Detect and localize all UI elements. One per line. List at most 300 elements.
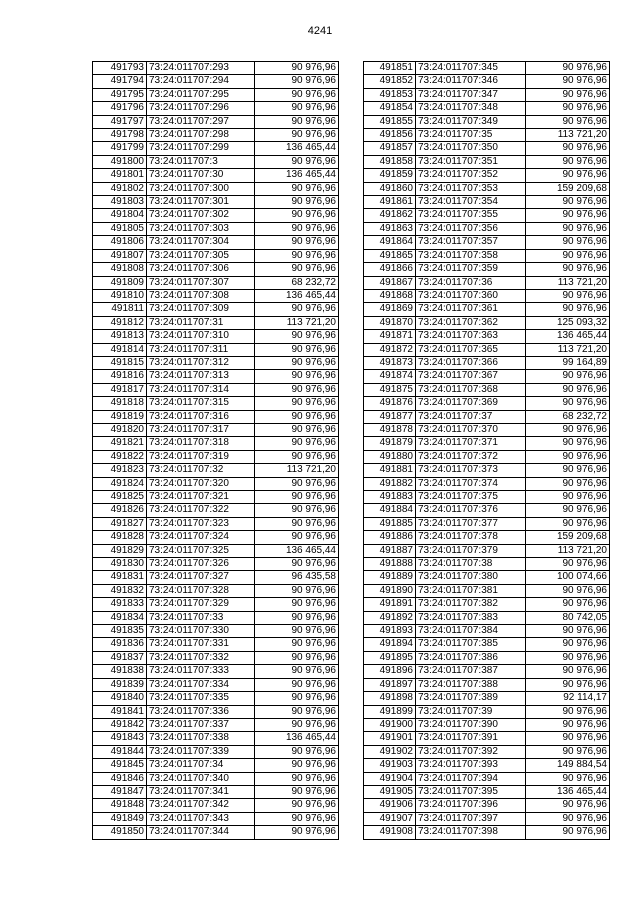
cadastral-value: 90 976,96 (526, 625, 610, 638)
cadastral-number: 73:24:011707:373 (416, 464, 526, 477)
row-number: 491892 (364, 611, 416, 624)
row-number: 491861 (364, 196, 416, 209)
cadastral-value: 90 976,96 (526, 491, 610, 504)
cadastral-number: 73:24:011707:315 (147, 397, 255, 410)
row-number: 491875 (364, 383, 416, 396)
cadastral-number: 73:24:011707:355 (416, 209, 526, 222)
cadastral-value: 90 976,96 (526, 222, 610, 235)
cadastral-number: 73:24:011707:300 (147, 182, 255, 195)
cadastral-value: 90 976,96 (255, 236, 339, 249)
table-row (364, 544, 610, 557)
cadastral-value: 125 093,32 (526, 316, 610, 329)
cadastral-value: 90 976,96 (255, 88, 339, 101)
cadastral-number: 73:24:011707:328 (147, 584, 255, 597)
row-number: 491895 (364, 651, 416, 664)
row-number: 491902 (364, 745, 416, 758)
row-number: 491840 (93, 692, 147, 705)
row-number: 491796 (93, 102, 147, 115)
cadastral-number: 73:24:011707:318 (147, 437, 255, 450)
row-number: 491903 (364, 759, 416, 772)
row-number: 491849 (93, 812, 147, 825)
row-number: 491800 (93, 155, 147, 168)
row-number: 491867 (364, 276, 416, 289)
row-number: 491829 (93, 544, 147, 557)
row-number: 491815 (93, 356, 147, 369)
row-number: 491804 (93, 209, 147, 222)
table-row (93, 450, 339, 463)
cadastral-value: 149 884,54 (526, 759, 610, 772)
cadastral-number: 73:24:011707:340 (147, 772, 255, 785)
cadastral-value: 90 976,96 (526, 826, 610, 839)
row-number: 491873 (364, 356, 416, 369)
cadastral-value: 136 465,44 (255, 289, 339, 302)
cadastral-value: 90 976,96 (526, 289, 610, 302)
cadastral-number: 73:24:011707:376 (416, 504, 526, 517)
cadastral-value: 90 976,96 (526, 263, 610, 276)
cadastral-number: 73:24:011707:353 (416, 182, 526, 195)
table-row (364, 504, 610, 517)
cadastral-value: 90 976,96 (255, 182, 339, 195)
row-number: 491831 (93, 571, 147, 584)
row-number: 491880 (364, 450, 416, 463)
table-row (364, 383, 610, 396)
cadastral-value: 90 976,96 (526, 718, 610, 731)
cadastral-number: 73:24:011707:312 (147, 356, 255, 369)
cadastral-number: 73:24:011707:293 (147, 62, 255, 75)
cadastral-value: 90 976,96 (526, 169, 610, 182)
cadastral-number: 73:24:011707:33 (147, 611, 255, 624)
cadastral-number: 73:24:011707:309 (147, 303, 255, 316)
cadastral-number: 73:24:011707:38 (416, 558, 526, 571)
table-row (364, 209, 610, 222)
row-number: 491907 (364, 812, 416, 825)
table-row (364, 155, 610, 168)
table-row (364, 705, 610, 718)
row-number: 491818 (93, 397, 147, 410)
cadastral-value: 90 976,96 (255, 759, 339, 772)
cadastral-number: 73:24:011707:368 (416, 383, 526, 396)
cadastral-value: 90 976,96 (255, 115, 339, 128)
cadastral-value: 90 976,96 (526, 142, 610, 155)
row-number: 491852 (364, 75, 416, 88)
row-number: 491862 (364, 209, 416, 222)
cadastral-value: 136 465,44 (255, 544, 339, 557)
cadastral-value: 90 976,96 (255, 263, 339, 276)
row-number: 491856 (364, 129, 416, 142)
cadastral-value: 90 976,96 (526, 705, 610, 718)
cadastral-number: 73:24:011707:389 (416, 692, 526, 705)
cadastral-number: 73:24:011707:341 (147, 785, 255, 798)
row-number: 491899 (364, 705, 416, 718)
cadastral-number: 73:24:011707:316 (147, 410, 255, 423)
cadastral-value: 113 721,20 (526, 544, 610, 557)
row-number: 491807 (93, 249, 147, 262)
cadastral-value: 136 465,44 (255, 142, 339, 155)
row-number: 491874 (364, 370, 416, 383)
table-row (93, 718, 339, 731)
row-number: 491808 (93, 263, 147, 276)
cadastral-number: 73:24:011707:387 (416, 665, 526, 678)
row-number: 491810 (93, 289, 147, 302)
table-row (364, 665, 610, 678)
row-number: 491799 (93, 142, 147, 155)
cadastral-value: 90 976,96 (255, 718, 339, 731)
cadastral-number: 73:24:011707:363 (416, 330, 526, 343)
row-number: 491795 (93, 88, 147, 101)
cadastral-number: 73:24:011707:344 (147, 826, 255, 839)
cadastral-number: 73:24:011707:298 (147, 129, 255, 142)
table-row (364, 598, 610, 611)
table-row (93, 129, 339, 142)
table-row (93, 88, 339, 101)
row-number: 491838 (93, 665, 147, 678)
cadastral-number: 73:24:011707:308 (147, 289, 255, 302)
table-row (93, 115, 339, 128)
cadastral-number: 73:24:011707:357 (416, 236, 526, 249)
table-row (93, 625, 339, 638)
row-number: 491832 (93, 584, 147, 597)
cadastral-number: 73:24:011707:34 (147, 759, 255, 772)
cadastral-number: 73:24:011707:342 (147, 799, 255, 812)
table-row (93, 665, 339, 678)
cadastral-number: 73:24:011707:326 (147, 558, 255, 571)
row-number: 491904 (364, 772, 416, 785)
cadastral-value: 136 465,44 (255, 169, 339, 182)
table-row (364, 222, 610, 235)
cadastral-value: 90 976,96 (526, 598, 610, 611)
table-row (93, 316, 339, 329)
cadastral-number: 73:24:011707:381 (416, 584, 526, 597)
table-row (364, 289, 610, 302)
table-row (93, 370, 339, 383)
table-row (364, 491, 610, 504)
row-number: 491870 (364, 316, 416, 329)
row-number: 491851 (364, 62, 416, 75)
table-row (364, 330, 610, 343)
table-row (93, 772, 339, 785)
cadastral-value: 90 976,96 (255, 678, 339, 691)
table-row (93, 705, 339, 718)
table-row (364, 236, 610, 249)
cadastral-number: 73:24:011707:388 (416, 678, 526, 691)
table-row (364, 692, 610, 705)
row-number: 491825 (93, 491, 147, 504)
table-row (93, 182, 339, 195)
row-number: 491841 (93, 705, 147, 718)
cadastral-number: 73:24:011707:37 (416, 410, 526, 423)
table-row (364, 169, 610, 182)
row-number: 491850 (93, 826, 147, 839)
table-row (364, 182, 610, 195)
table-row (93, 504, 339, 517)
table-row (93, 678, 339, 691)
row-number: 491900 (364, 718, 416, 731)
table-row (364, 316, 610, 329)
table-row (364, 785, 610, 798)
cadastral-number: 73:24:011707:311 (147, 343, 255, 356)
row-number: 491845 (93, 759, 147, 772)
cadastral-value: 90 976,96 (255, 75, 339, 88)
cadastral-number: 73:24:011707:378 (416, 531, 526, 544)
cadastral-number: 73:24:011707:329 (147, 598, 255, 611)
row-number: 491802 (93, 182, 147, 195)
cadastral-value: 90 976,96 (255, 196, 339, 209)
cadastral-number: 73:24:011707:393 (416, 759, 526, 772)
cadastral-number: 73:24:011707:385 (416, 638, 526, 651)
table-row (93, 236, 339, 249)
cadastral-number: 73:24:011707:375 (416, 491, 526, 504)
row-number: 491908 (364, 826, 416, 839)
cadastral-value: 90 976,96 (255, 249, 339, 262)
cadastral-number: 73:24:011707:379 (416, 544, 526, 557)
table-row (364, 745, 610, 758)
table-row (93, 330, 339, 343)
cadastral-value: 90 976,96 (526, 397, 610, 410)
row-number: 491897 (364, 678, 416, 691)
row-number: 491834 (93, 611, 147, 624)
cadastral-value: 90 976,96 (526, 558, 610, 571)
row-number: 491828 (93, 531, 147, 544)
row-number: 491842 (93, 718, 147, 731)
table-row (93, 102, 339, 115)
cadastral-number: 73:24:011707:372 (416, 450, 526, 463)
table-row (93, 222, 339, 235)
cadastral-number: 73:24:011707:39 (416, 705, 526, 718)
cadastral-value: 90 976,96 (526, 732, 610, 745)
row-number: 491811 (93, 303, 147, 316)
cadastral-number: 73:24:011707:296 (147, 102, 255, 115)
table-row (364, 625, 610, 638)
cadastral-number: 73:24:011707:306 (147, 263, 255, 276)
table-row (93, 142, 339, 155)
cadastral-value: 90 976,96 (255, 812, 339, 825)
cadastral-number: 73:24:011707:350 (416, 142, 526, 155)
row-number: 491887 (364, 544, 416, 557)
cadastral-number: 73:24:011707:398 (416, 826, 526, 839)
table-row (364, 129, 610, 142)
row-number: 491881 (364, 464, 416, 477)
table-row (93, 517, 339, 530)
table-row (93, 571, 339, 584)
row-number: 491844 (93, 745, 147, 758)
cadastral-number: 73:24:011707:374 (416, 477, 526, 490)
cadastral-value: 90 976,96 (526, 799, 610, 812)
cadastral-value: 90 976,96 (255, 531, 339, 544)
cadastral-number: 73:24:011707:322 (147, 504, 255, 517)
cadastral-number: 73:24:011707:303 (147, 222, 255, 235)
row-number: 491901 (364, 732, 416, 745)
cadastral-value: 90 976,96 (255, 598, 339, 611)
row-number: 491793 (93, 62, 147, 75)
cadastral-number: 73:24:011707:313 (147, 370, 255, 383)
table-row (93, 584, 339, 597)
cadastral-number: 73:24:011707:394 (416, 772, 526, 785)
cadastral-value: 159 209,68 (526, 531, 610, 544)
table-row (364, 772, 610, 785)
row-number: 491816 (93, 370, 147, 383)
row-number: 491863 (364, 222, 416, 235)
table-row (93, 745, 339, 758)
table-row (364, 531, 610, 544)
row-number: 491891 (364, 598, 416, 611)
cadastral-value: 90 976,96 (255, 504, 339, 517)
table-row (364, 343, 610, 356)
cadastral-value: 80 742,05 (526, 611, 610, 624)
cadastral-number: 73:24:011707:346 (416, 75, 526, 88)
row-number: 491855 (364, 115, 416, 128)
cadastral-value: 113 721,20 (255, 464, 339, 477)
table-row (93, 410, 339, 423)
row-number: 491896 (364, 665, 416, 678)
table-row (364, 477, 610, 490)
table-row (93, 155, 339, 168)
cadastral-number: 73:24:011707:391 (416, 732, 526, 745)
table-row (364, 812, 610, 825)
table-row (93, 598, 339, 611)
row-number: 491898 (364, 692, 416, 705)
cadastral-number: 73:24:011707:343 (147, 812, 255, 825)
cadastral-number: 73:24:011707:319 (147, 450, 255, 463)
cadastral-value: 90 976,96 (526, 812, 610, 825)
cadastral-number: 73:24:011707:377 (416, 517, 526, 530)
table-row (93, 732, 339, 745)
cadastral-number: 73:24:011707:295 (147, 88, 255, 101)
cadastral-value: 90 976,96 (255, 638, 339, 651)
cadastral-number: 73:24:011707:339 (147, 745, 255, 758)
table-row (364, 638, 610, 651)
table-row (93, 464, 339, 477)
cadastral-value: 90 976,96 (255, 517, 339, 530)
table-body-right (364, 62, 610, 840)
row-number: 491847 (93, 785, 147, 798)
row-number: 491868 (364, 289, 416, 302)
table-row (93, 638, 339, 651)
table-row (364, 276, 610, 289)
row-number: 491798 (93, 129, 147, 142)
cadastral-value: 90 976,96 (526, 678, 610, 691)
cadastral-number: 73:24:011707:320 (147, 477, 255, 490)
cadastral-number: 73:24:011707:36 (416, 276, 526, 289)
cadastral-number: 73:24:011707:359 (416, 263, 526, 276)
row-number: 491822 (93, 450, 147, 463)
table-row (364, 397, 610, 410)
table-row (364, 732, 610, 745)
cadastral-value: 90 976,96 (526, 102, 610, 115)
cadastral-number: 73:24:011707:371 (416, 437, 526, 450)
cadastral-value: 90 976,96 (255, 826, 339, 839)
row-number: 491826 (93, 504, 147, 517)
row-number: 491888 (364, 558, 416, 571)
cadastral-value: 90 976,96 (255, 397, 339, 410)
cadastral-number: 73:24:011707:336 (147, 705, 255, 718)
cadastral-value: 90 976,96 (526, 383, 610, 396)
row-number: 491885 (364, 517, 416, 530)
cadastral-value: 90 976,96 (255, 343, 339, 356)
cadastral-value: 90 976,96 (255, 102, 339, 115)
row-number: 491843 (93, 732, 147, 745)
cadastral-number: 73:24:011707:362 (416, 316, 526, 329)
table-row (364, 303, 610, 316)
cadastral-number: 73:24:011707:294 (147, 75, 255, 88)
cadastral-value: 90 976,96 (255, 303, 339, 316)
cadastral-value: 68 232,72 (255, 276, 339, 289)
cadastral-value: 90 976,96 (255, 477, 339, 490)
cadastral-value: 113 721,20 (526, 129, 610, 142)
cadastral-value: 90 976,96 (526, 464, 610, 477)
cadastral-number: 73:24:011707:31 (147, 316, 255, 329)
cadastral-value: 90 976,96 (255, 330, 339, 343)
cadastral-value: 90 976,96 (526, 665, 610, 678)
row-number: 491819 (93, 410, 147, 423)
row-number: 491905 (364, 785, 416, 798)
cadastral-value: 90 976,96 (526, 517, 610, 530)
row-number: 491805 (93, 222, 147, 235)
table-row (93, 491, 339, 504)
row-number: 491794 (93, 75, 147, 88)
row-number: 491877 (364, 410, 416, 423)
row-number: 491833 (93, 598, 147, 611)
cadastral-value: 90 976,96 (526, 303, 610, 316)
table-row (364, 464, 610, 477)
table-row (93, 196, 339, 209)
cadastral-value: 90 976,96 (255, 611, 339, 624)
cadastral-number: 73:24:011707:297 (147, 115, 255, 128)
cadastral-number: 73:24:011707:367 (416, 370, 526, 383)
row-number: 491803 (93, 196, 147, 209)
cadastral-value: 90 976,96 (526, 115, 610, 128)
table-row (364, 249, 610, 262)
table-row (93, 397, 339, 410)
cadastral-value: 90 976,96 (526, 584, 610, 597)
row-number: 491866 (364, 263, 416, 276)
cadastral-value: 90 976,96 (526, 772, 610, 785)
cadastral-value: 90 976,96 (255, 785, 339, 798)
cadastral-value: 90 976,96 (255, 491, 339, 504)
cadastral-value: 90 976,96 (526, 504, 610, 517)
cadastral-number: 73:24:011707:35 (416, 129, 526, 142)
cadastral-number: 73:24:011707:354 (416, 196, 526, 209)
row-number: 491879 (364, 437, 416, 450)
row-number: 491830 (93, 558, 147, 571)
cadastral-value: 90 976,96 (526, 62, 610, 75)
row-number: 491889 (364, 571, 416, 584)
row-number: 491813 (93, 330, 147, 343)
cadastral-value: 90 976,96 (526, 638, 610, 651)
table-row (364, 826, 610, 839)
cadastral-value: 100 074,66 (526, 571, 610, 584)
cadastral-value: 90 976,96 (526, 477, 610, 490)
row-number: 491871 (364, 330, 416, 343)
cadastral-number: 73:24:011707:395 (416, 785, 526, 798)
table-row (364, 517, 610, 530)
cadastral-value: 90 976,96 (255, 745, 339, 758)
cadastral-value: 90 976,96 (255, 155, 339, 168)
table-row (364, 102, 610, 115)
cadastral-number: 73:24:011707:396 (416, 799, 526, 812)
cadastral-value: 90 976,96 (255, 558, 339, 571)
cadastral-value: 159 209,68 (526, 182, 610, 195)
table-row (364, 115, 610, 128)
table-row (93, 544, 339, 557)
cadastral-number: 73:24:011707:356 (416, 222, 526, 235)
cadastral-value: 90 976,96 (255, 383, 339, 396)
cadastral-value: 136 465,44 (526, 330, 610, 343)
cadastral-value: 113 721,20 (526, 343, 610, 356)
cadastral-value: 90 976,96 (526, 745, 610, 758)
row-number: 491865 (364, 249, 416, 262)
cadastral-value: 113 721,20 (526, 276, 610, 289)
table-row (364, 651, 610, 664)
